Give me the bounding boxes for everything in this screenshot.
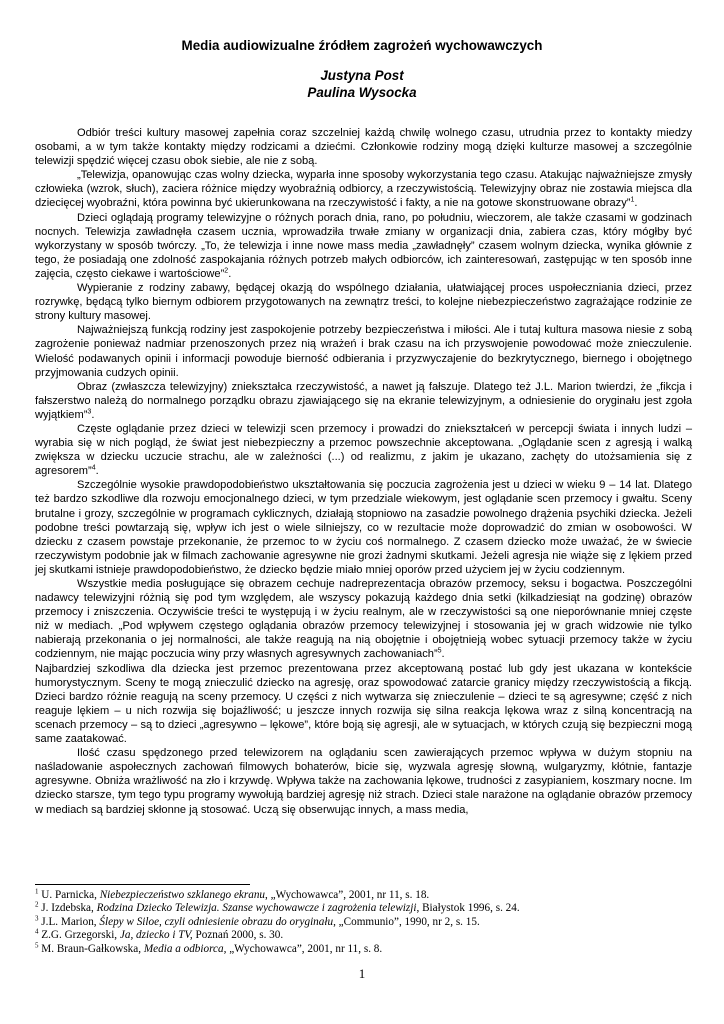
paragraph-end: .: [95, 465, 99, 478]
footnote-source: Poznań 2000, s. 30.: [192, 929, 284, 942]
footnote-separator: [35, 884, 250, 885]
footnote-source: , „Wychowawca”, 2001, nr 11, s. 18.: [265, 889, 430, 901]
paragraph: [35, 211, 692, 281]
document-title: Media audiowizualne źródłem zagrożeń wychowawczych: [181, 38, 543, 53]
paragraph-end: .: [441, 648, 445, 661]
paragraph: [35, 422, 692, 478]
footnote-title: Ślepy w Siloe, czyli odniesienie obrazu do oryginału: [99, 915, 334, 928]
paragraph: [35, 168, 692, 210]
paragraph-end: .: [91, 408, 95, 421]
footnote-number: 1: [35, 887, 39, 896]
footnote-ref: 4: [91, 464, 96, 472]
paragraph-end: .: [228, 267, 232, 280]
paragraph-end: .: [634, 197, 638, 210]
paragraph: Najbardziej szkodliwa dla dziecka jest przemoc prezentowana przez akceptowaną postać lub gdy jest ukazana w kontekście humorystycznym. Sceny te mogą znieczulić dziecko na agresję, oraz spowodować zatarcie granicy między rzeczywistością a fikcją. Dzieci bardzo różnie reagują na sceny przemocy. U części z nich wytwarza się znieczulenie – dzieci te są agresywne; część z nich reaguje lękiem – u nich rozwija się bojaźliwość; u jeszcze innych rozwija się silna reakcja lękowa wraz z silną koncentracją na scenach przemocy – są to dzieci „agresywno – lękowe”, które boją się agresji, ale w sytuacjach, w których czują się bezpieczni mogą same zaatakować.: [35, 662, 692, 746]
footnote: [35, 902, 695, 915]
paragraph: Ilość czasu spędzonego przed telewizorem na oglądaniu scen zawierających przemoc wpływa w dużym stopniu na naśladowanie aspołecznych zachowań filmowych bohaterów, bicie się, wyzwala agresję słowną, wulgaryzmy, kłótnie, fantazje agresywne. Obniża wrażliwość na zło i krzywdę. Wpływa także na zachowania lękowe, trudności z zasypianiem, koszmary nocne. Im dziecko starsze, tym tego typu programy wywołują bardziej agresję niż strach. Dzieci stale narażone na oglądanie obrazów przemocy w mediach są bardziej skłonne ją stosować. Uczą się obserwując innych, a mass media,: [35, 747, 692, 816]
footnote-title: Ja, dziecko i TV,: [119, 929, 193, 942]
author-name: Justyna Post: [320, 68, 404, 83]
footnote-author: J.L. Marion,: [41, 915, 100, 928]
footnote-author: M. Braun-Gałkowska,: [41, 942, 144, 955]
paragraph-text: Dzieci oglądają programy telewizyjne o różnych porach dnia, rano, po południu, wieczorem, ale także czasami w godzinach nocnych. Telewizja zawładnęła czasem ucznia, wprowadziła trwałe zmiany w organizacji dnia, zabiera czas, który mógłby być wykorzystany w sposób twórczy. „To, że telewizja i inne nowe mass media „zawładnęły” czasem wolnym dziecka, wynika głównie z tego, że posiadają one zdolność zaspokajania różnych potrzeb małych odbiorców, ich zainteresowań, zastępując w ten sposób inne zajęcia, często ciekawe i wartościowe”: [35, 211, 692, 280]
paragraph: [35, 380, 692, 422]
paragraph-text: „Telewizja, opanowując czas wolny dziecka, wyparła inne sposoby wykorzystania tego czasu. Atakując najważniejsze zmysły człowieka (wzrok, słuch), zaciera różnice między wyobraźnią odbiorcy, a rzeczywistością. Telewizyjny obraz nie zostawia miejsca dla dziecięcej wyobraźni, która powinna być ukierunkowana na rzeczywistość i fakty, a nie na gotowe skonstruowane obrazy”: [35, 169, 692, 210]
footnote-number: 3: [35, 914, 39, 923]
paragraph-text: Wszystkie media posługujące się obrazem cechuje nadreprezentacja obrazów przemocy, seksu i bogactwa. Poszczególni nadawcy telewizyjni różnią się pod tym względem, ale wszyscy pokazują każdego dnia setki (kilkadziesiąt na godzinę) obrazów przemocy i zniszczenia. Oczywiście treści te występują i w życiu realnym, ale w rzeczywistości są one nieporównanie mniej częste niż w mediach. „Pod wpływem częstego oglądania obrazów przemocy telewizyjnej i stosowania jej w grach widzowie nie tylko nabierają przekonania o jej normalności, ale także reagują na nią obojętnie i obojętnieją wobec sytuacji przemocy także w życiu codziennym, nie mając poczucia winy przy własnych agresywnych zachowaniach”: [35, 578, 692, 661]
author-name: Paulina Wysocka: [307, 85, 417, 100]
footnote-source: , „Communio”, 1990, nr 2, s. 15.: [333, 915, 480, 928]
paragraph-text: Obraz (zwłaszcza telewizyjny) zniekształca rzeczywistość, a nawet ją fałszuje. Dlatego też J.L. Marion twierdzi, że „fikcja i fałszerstwo należą do normalnego porządku obrazu zjawiającego się na ekranie telewizyjnym, a odniesienie do oryginału jest zgoła wyjątkiem”: [35, 380, 692, 421]
footnote-ref: 5: [437, 647, 442, 655]
footnote-number: 5: [35, 940, 39, 949]
body-text: [35, 126, 692, 817]
paragraph: [35, 577, 692, 662]
footnote-number: 2: [35, 900, 39, 909]
footnote: [35, 940, 695, 956]
footnote-author: Z.G. Grzegorski,: [41, 929, 120, 942]
footnote-author: J. Izdebska,: [41, 902, 97, 915]
footnote-author: U. Parnicka,: [41, 889, 100, 901]
footnote-ref: 3: [87, 408, 92, 416]
footnote-ref: 2: [224, 267, 229, 275]
footnote-title: Media a odbiorca,: [143, 942, 227, 955]
page-number: 1: [358, 966, 366, 981]
footnote: [35, 889, 695, 902]
footnote-title: Niebezpieczeństwo szklanego ekranu: [99, 889, 266, 901]
footnote-source: „Wychowawca”, 2001, nr 11, s. 8.: [226, 942, 383, 955]
paragraph: Najważniejszą funkcją rodziny jest zaspokojenie potrzeby bezpieczeństwa i miłości. Ale i tutaj kultura masowa niesie z sobą zagrożenie ponieważ nadmiar przenoszonych przez nią wrażeń i brak czasu na ich przyswojenie powodować może znieczulenie. Wielość podawanych opinii i informacji powoduje bierność odbierania i przyzwyczajenie do bezkrytycznego, biernego i obojętnego przyjmowania cudzych opinii.: [35, 324, 692, 379]
footnote-source: , Białystok 1996, s. 24.: [416, 902, 520, 915]
footnote-title: Rodzina Dziecko Telewizja. Szanse wychowawcze i zagrożenia telewizji: [96, 902, 417, 915]
footnote: [35, 916, 695, 929]
paragraph: Odbiór treści kultury masowej zapełnia coraz szczelniej każdą chwilę wolnego czasu, utrudnia przez to kontakty miedzy osobami, a w tym także kontakty między rodzicami a dziećmi. Członkowie rodziny mogą dzięki kulturze masowej a szczególnie telewizji spędzić więcej czasu obok siebie, ale nie z sobą.: [35, 127, 692, 168]
paragraph-text: Częste oglądanie przez dzieci w telewizji scen przemocy i prowadzi do zniekształceń w percepcji świata i innych ludzi – wyrabia się w nich pogląd, że świat jest niebezpieczny a przemoc powszechnie akceptowana. „Oglądanie scen z agresją i walką zwiększa w dziecku uczucie strachu, ale w zależności (...) od realizmu, z jakim je ukazano, zachęty do utożsamienia się z agresorem”: [35, 422, 692, 478]
paragraph: Szczególnie wysokie prawdopodobieństwo ukształtowania się poczucia zagrożenia jest u dzieci w wieku 9 – 14 lat. Dlatego też bardzo szkodliwe dla rozwoju emocjonalnego dzieci, w tym przedziale wiekowym, jest oglądanie scen przemocy i gwałtu. Sceny brutalne i grozy, szczególnie w programach cyklicznych, działają stopniowo na zasadzie powolnego drążenia psychiki dziecka. Jeżeli podobne treści powtarzają się, wpływ ich jest o wiele silniejszy, co w rezultacie może doprowadzić do zmian w osobowości. W dziecku z czasem powstaje przekonanie, że przemoc to w życiu coś normalnego. Z czasem dziecko może uważać, że w świecie rzeczywistym podobnie jak w filmach zachowanie agresywne nie grozi żadnymi skutkami. Jeżeli agresja nie wiąże się z lękiem przed jej skutkami istnieje prawdopodobieństwo, że dziecko będzie miało mniej oporów przed użyciem jej w życiu codziennym.: [35, 479, 692, 576]
footnote: [35, 929, 695, 942]
paragraph: Wypieranie z rodziny zabawy, będącej okazją do wspólnego działania, ułatwiającej proces uspołeczniania dzieci, przez rozrywkę, będącą tylko biernym odbiorem przygotowanych na zewnątrz treści, to kolejne niebezpieczeństwo zagrażające rodzinie ze strony kultury masowej.: [35, 282, 692, 323]
footnotes: [35, 889, 695, 956]
footnote-ref: 1: [630, 196, 635, 204]
footnote-number: 4: [35, 927, 39, 936]
